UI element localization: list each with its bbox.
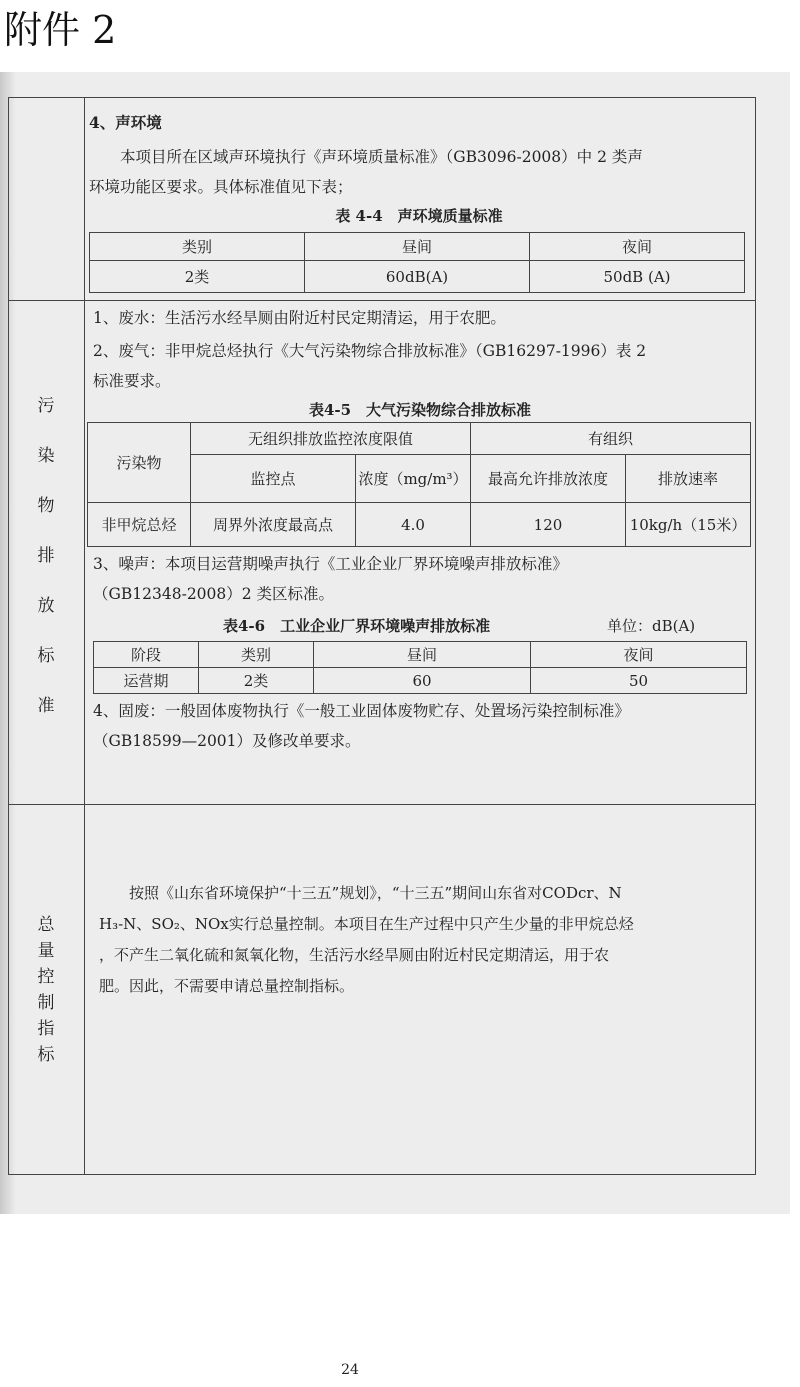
header-daytime: 昼间 (305, 233, 530, 261)
header-monitor-point: 监控点 (191, 455, 356, 503)
total-control-line-2: H₃-N、SO₂、NOx实行总量控制。本项目在生产过程中只产生少量的非甲烷总烃 (99, 915, 634, 933)
header-organized: 有组织 (471, 423, 751, 455)
label-char: 准 (37, 696, 55, 716)
cell-category: 2类 (199, 668, 314, 694)
label-char: 污 (37, 396, 55, 416)
header-concentration: 浓度（mg/m³） (356, 455, 471, 503)
table-4-6-caption-row (87, 613, 753, 641)
header-night: 夜间 (531, 642, 747, 668)
label-char: 量 (37, 941, 55, 961)
label-char: 物 (37, 496, 55, 516)
cell-monitor-point: 周界外浓度最高点 (191, 503, 356, 547)
label-char: 标 (37, 1045, 55, 1065)
table-4-4-caption: 表 4-4 声环境质量标准 (335, 207, 503, 225)
air-pollutant-table (87, 422, 751, 547)
cell-stage: 运营期 (94, 668, 199, 694)
label-char: 制 (37, 993, 55, 1013)
total-control-line-3: ，不产生二氧化硫和氮氧化物，生活污水经旱厕由附近村民定期清运，用于农 (99, 946, 610, 964)
label-char: 控 (37, 967, 55, 987)
pollutant-standard-section (87, 303, 755, 756)
header-stage: 阶段 (94, 642, 199, 668)
sound-paragraph-2: 环境功能区要求。具体标准值见下表； (89, 178, 353, 196)
total-control-label (31, 910, 61, 1066)
sound-heading: 4、声环境 (89, 113, 162, 132)
solid-waste-item: 4、固废：一般固体废物执行《一般工业固体废物贮存、处置场污染控制标准》 (93, 702, 630, 720)
table-header-row (90, 233, 745, 261)
cell-emission-rate: 10kg/h（15米） (626, 503, 751, 547)
sound-paragraph-1: 本项目所在区域声环境执行《声环境质量标准》（GB3096-2008）中 2 类声 (120, 148, 643, 166)
cell-max-concentration: 120 (471, 503, 626, 547)
wastewater-item: 1、废水：生活污水经旱厕由附近村民定期清运，用于农肥。 (93, 309, 506, 327)
header-category: 类别 (199, 642, 314, 668)
section-divider-2 (9, 804, 755, 805)
total-control-line-4: 肥。因此，不需要申请总量控制指标。 (99, 977, 355, 995)
cell-daytime: 60 (314, 668, 531, 694)
header-max-concentration: 最高允许排放浓度 (471, 455, 626, 503)
table-4-5-caption: 表4-5 大气污染物综合排放标准 (308, 401, 532, 419)
label-char: 放 (37, 596, 55, 616)
cell-concentration: 4.0 (356, 503, 471, 547)
table-header-row (94, 642, 747, 668)
label-char: 染 (37, 446, 55, 466)
table-4-6-caption: 表4-6 工业企业厂界环境噪声排放标准 (223, 617, 491, 635)
header-night: 夜间 (530, 233, 745, 261)
table-row (90, 261, 745, 293)
sound-environment-section (89, 108, 755, 293)
cell-night: 50dB (A) (530, 261, 745, 293)
label-column-divider (84, 98, 85, 1174)
section-divider-1 (9, 300, 755, 301)
header-emission-rate: 排放速率 (626, 455, 751, 503)
label-char: 标 (37, 646, 55, 666)
page-number: 24 (341, 1362, 359, 1378)
header-daytime: 昼间 (314, 642, 531, 668)
standards-form (8, 97, 756, 1175)
noise-emission-table (93, 641, 747, 694)
label-char: 总 (37, 915, 55, 935)
cell-daytime: 60dB(A) (305, 261, 530, 293)
header-unorganized: 无组织排放监控浓度限值 (191, 423, 471, 455)
attachment-label: 附件 2 (4, 8, 117, 52)
cell-category: 2类 (90, 261, 305, 293)
table-header-row (88, 423, 751, 455)
pollutant-standard-label (31, 391, 61, 741)
table-row (94, 668, 747, 694)
label-char: 指 (37, 1019, 55, 1039)
label-char: 排 (37, 546, 55, 566)
sound-quality-table (89, 232, 745, 293)
cell-pollutant: 非甲烷总烃 (88, 503, 191, 547)
solid-waste-item-cont: （GB18599—2001）及修改单要求。 (93, 732, 361, 750)
noise-item-cont: （GB12348-2008）2 类区标准。 (93, 585, 335, 603)
noise-unit: 单位：dB(A) (607, 617, 696, 635)
cell-night: 50 (531, 668, 747, 694)
noise-item: 3、噪声：本项目运营期噪声执行《工业企业厂界环境噪声排放标准》 (93, 555, 568, 573)
exhaust-gas-item-cont: 标准要求。 (93, 372, 171, 390)
header-pollutant: 污染物 (88, 423, 191, 503)
table-row (88, 503, 751, 547)
total-control-line-1: 按照《山东省环境保护“十三五”规划》，“十三五”期间山东省对CODcr、N (129, 884, 622, 902)
exhaust-gas-item: 2、废气：非甲烷总烃执行《大气污染物综合排放标准》（GB16297-1996）表 2 (93, 342, 647, 360)
header-category: 类别 (90, 233, 305, 261)
total-control-section (99, 878, 754, 1002)
